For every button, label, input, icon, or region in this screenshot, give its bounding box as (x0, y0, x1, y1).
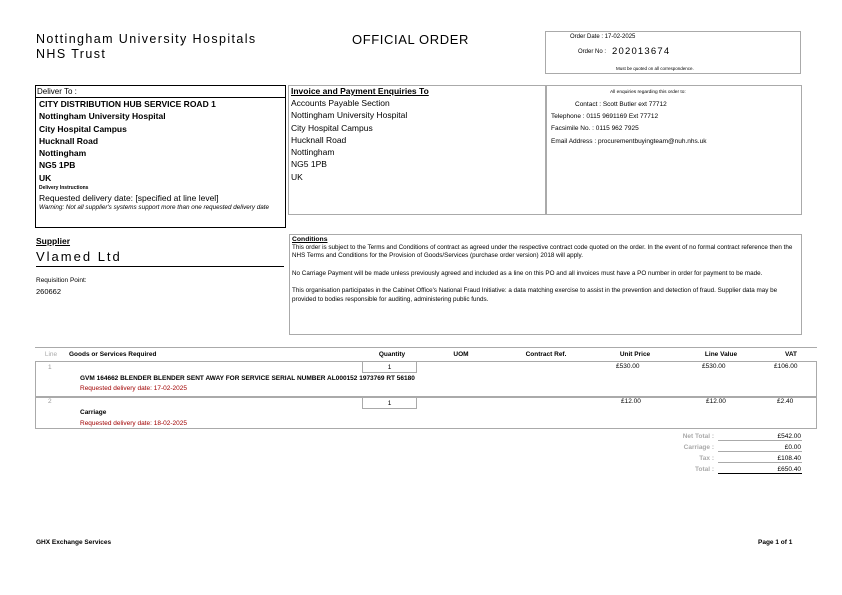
trust-line-2: NHS Trust (36, 47, 107, 61)
col-unit-price: Unit Price (593, 348, 677, 362)
document-title: OFFICIAL ORDER (352, 32, 469, 47)
enquiries-note: All enquiries regarding this order to: (610, 90, 686, 95)
net-total-row (660, 433, 802, 444)
supplier-divider (36, 266, 284, 267)
row-quantity: 1 (362, 361, 417, 373)
deliver-line: Nottingham University Hospital (39, 111, 166, 122)
col-contract-ref: Contract Ref. (499, 348, 593, 362)
deliver-line: Nottingham (39, 148, 87, 159)
row-unit-price: £530.00 (616, 363, 640, 370)
col-vat: VAT (765, 348, 817, 362)
contact-email: Email Address : procurementbuyingteam@nuh.nhs.uk (551, 138, 707, 145)
invoice-box (288, 85, 546, 215)
net-total-value: £542.00 (718, 433, 802, 441)
row-description: Carriage (80, 409, 107, 416)
row-quantity: 1 (362, 397, 417, 409)
total-label: Total : (694, 466, 714, 473)
conditions-paragraph: No Carriage Payment will be made unless previously agreed and included as a line on this PO and all invoices must have a PO number in order for payment to be made. (292, 269, 763, 277)
items-table (35, 347, 817, 362)
invoice-line: NG5 1PB (291, 159, 327, 170)
carriage-label: Carriage : (683, 444, 714, 451)
totals-block (660, 433, 802, 477)
items-header-row (35, 348, 817, 362)
row-line-value: £530.00 (702, 363, 726, 370)
tax-label: Tax : (699, 455, 714, 462)
contact-box (546, 85, 802, 215)
order-date: Order Date : 17-02-2025 (570, 34, 636, 40)
total-row (660, 466, 802, 477)
trust-name (36, 32, 257, 62)
carriage-value: £0.00 (718, 444, 802, 452)
supplier-name: Vlamed Ltd (36, 249, 122, 264)
row-description: GVM 164662 BLENDER BLENDER SENT AWAY FOR SERVICE SERIAL NUMBER AL000152 1973769 RT 56180 (80, 375, 415, 382)
deliver-line: Hucknall Road (39, 135, 99, 146)
invoice-line: Accounts Payable Section (291, 98, 390, 108)
total-value: £650.40 (718, 466, 802, 474)
contact-fax: Facsimile No. : 0115 962 7925 (551, 125, 639, 132)
net-total-label: Net Total : (682, 433, 714, 440)
col-quantity: Quantity (361, 348, 423, 362)
order-no-label: Order No : (578, 49, 607, 55)
requisition-point-label: Requisition Point: (36, 277, 87, 284)
order-number: 202013674 (612, 46, 671, 57)
row-line-number: 1 (48, 364, 52, 371)
requisition-point-value: 260662 (36, 287, 62, 296)
invoice-address (289, 97, 545, 183)
col-line-value: Line Value (677, 348, 765, 362)
row-requested-date: Requested delivery date: 18-02-2025 (80, 420, 187, 427)
requested-delivery-general: Requested delivery date: [specified at line level] (39, 193, 219, 204)
order-info-box (545, 31, 801, 74)
invoice-line: Hucknall Road (291, 134, 347, 145)
delivery-warning: Warning: Not all supplier's systems support more than one requested delivery date (39, 204, 269, 212)
conditions-box (289, 234, 802, 335)
delivery-instructions-label: Delivery Instructions (39, 185, 89, 192)
invoice-line: Nottingham (291, 147, 335, 158)
deliver-line: CITY DISTRIBUTION HUB SERVICE ROAD 1 (39, 99, 216, 109)
row-line-value: £12.00 (706, 398, 726, 405)
row-line-number: 2 (48, 398, 52, 405)
col-uom: UOM (423, 348, 499, 362)
col-goods: Goods or Services Required (67, 348, 361, 362)
deliver-to-heading: Deliver To : (36, 86, 285, 98)
row-vat: £2.40 (777, 398, 794, 405)
contact-telephone: Telephone : 0115 9691169 Ext 77712 (551, 113, 659, 120)
quote-note: Must be quoted on all correspondence. (616, 66, 694, 71)
invoice-line: UK (291, 171, 303, 182)
footer-provider: GHX Exchange Services (36, 539, 112, 546)
invoice-line: City Hospital Campus (291, 122, 373, 133)
conditions-paragraph: This order is subject to the Terms and Conditions of contract as agreed under the respective contract code quoted on the order. In the event of no formal contract reference then the NHS Terms and Conditions for the Provision of Goods/Services (purchase order version) 2018 will apply. (292, 244, 793, 260)
carriage-row (660, 444, 802, 455)
invoice-line: Nottingham University Hospital (291, 110, 408, 121)
row-requested-date: Requested delivery date: 17-02-2025 (80, 385, 187, 392)
deliver-to-box (35, 85, 286, 228)
deliver-line: City Hospital Campus (39, 123, 127, 134)
row-vat: £106.00 (774, 363, 798, 370)
trust-line-1: Nottingham University Hospitals (36, 32, 257, 46)
contact-name: Contact : Scott Butler ext 77712 (575, 101, 667, 108)
deliver-line: UK (39, 172, 52, 183)
tax-value: £108.40 (718, 455, 802, 463)
tax-row (660, 455, 802, 466)
page-number: Page 1 of 1 (758, 539, 793, 546)
row-unit-price: £12.00 (621, 398, 641, 405)
conditions-heading: Conditions (292, 236, 328, 243)
deliver-line: NG5 1PB (39, 160, 76, 171)
deliver-address (36, 98, 285, 184)
conditions-paragraph: This organisation participates in the Cabinet Office's National Fraud Initiative: a data matching exercise to assist in the prevention and detection of fraud. Supplier data may be provided to bodies responsible for auditing, administering public funds. (292, 287, 778, 303)
supplier-heading: Supplier (36, 236, 71, 246)
invoice-heading: Invoice and Payment Enquiries To (291, 86, 429, 96)
col-line: Line (35, 348, 67, 362)
